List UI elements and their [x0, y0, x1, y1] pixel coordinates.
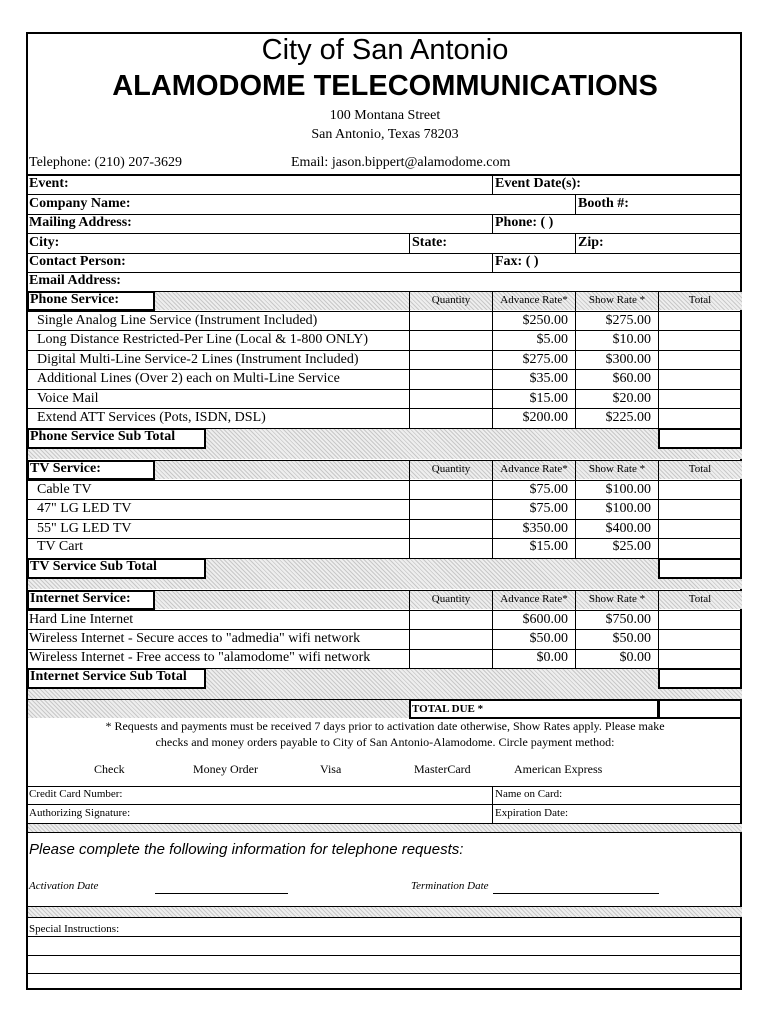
phone-item-show: $60.00	[612, 371, 651, 386]
special-instructions-line[interactable]	[28, 955, 742, 956]
phone-item-advance: $200.00	[522, 410, 568, 425]
internet-item-advance: $600.00	[522, 612, 568, 627]
state-label[interactable]: State:	[412, 235, 447, 250]
payment-note-2: checks and money orders payable to City of San Antonio-Alamodome. Circle payment method:	[155, 735, 615, 749]
termination-date-field[interactable]	[493, 893, 659, 894]
phone-item-name: Single Analog Line Service (Instrument Included)	[37, 313, 318, 328]
internet-col-total: Total	[688, 593, 712, 605]
expiration-field[interactable]: Expiration Date:	[495, 807, 569, 819]
tv-col-quantity: Quantity	[431, 463, 471, 475]
email-address-label[interactable]: Email Address:	[29, 273, 121, 288]
tv-col-show: Show Rate *	[588, 463, 646, 475]
address-line-1: 100 Montana Street	[329, 108, 441, 123]
page-title: City of San Antonio	[261, 34, 509, 66]
fax-label[interactable]: Fax: ( )	[495, 254, 539, 269]
payment-method-money-order[interactable]: Money Order	[193, 762, 258, 776]
phone-col-quantity: Quantity	[431, 294, 471, 306]
tv-item-show: $100.00	[605, 482, 651, 497]
phone-item-advance: $15.00	[529, 391, 568, 406]
tv-item-name: Cable TV	[37, 482, 92, 497]
phone-item-show: $275.00	[605, 313, 651, 328]
phone-item-advance: $275.00	[522, 352, 568, 367]
email-contact: Email: jason.bippert@alamodome.com	[291, 155, 511, 170]
internet-item-name: Wireless Internet - Free access to "alamodome" wifi network	[29, 650, 371, 665]
phone-item-show: $300.00	[605, 352, 651, 367]
telephone: Telephone: (210) 207-3629	[29, 155, 182, 170]
event-dates-label[interactable]: Event Date(s):	[495, 176, 581, 191]
tv-subtotal-field[interactable]	[658, 558, 742, 579]
booth-label[interactable]: Booth #:	[578, 196, 629, 211]
internet-col-quantity: Quantity	[431, 593, 471, 605]
phone-item-name: Additional Lines (Over 2) each on Multi-Line Service	[37, 371, 340, 386]
tv-item-show: $25.00	[612, 539, 651, 554]
tv-item-advance: $15.00	[529, 539, 568, 554]
payment-method-amex[interactable]: American Express	[514, 762, 603, 776]
internet-item-show: $750.00	[605, 612, 651, 627]
phone-item-advance: $5.00	[536, 332, 568, 347]
tv-subtotal-label: TV Service Sub Total	[30, 559, 157, 574]
internet-item-show: $50.00	[612, 631, 651, 646]
page-subtitle: ALAMODOME TELECOMMUNICATIONS	[112, 70, 658, 102]
tv-col-advance: Advance Rate*	[500, 463, 568, 475]
internet-item-show: $0.00	[619, 650, 651, 665]
tv-item-show: $400.00	[605, 521, 651, 536]
city-label[interactable]: City:	[29, 235, 60, 250]
tv-service-title: TV Service:	[30, 461, 101, 476]
tv-item-advance: $75.00	[529, 501, 568, 516]
tv-col-total: Total	[688, 463, 712, 475]
termination-date-label: Termination Date	[411, 880, 489, 892]
phone-item-show: $10.00	[612, 332, 651, 347]
special-instructions-line[interactable]	[28, 973, 742, 974]
phone-item-advance: $250.00	[522, 313, 568, 328]
address-line-2: San Antonio, Texas 78203	[311, 127, 459, 142]
phone-item-name: Extend ATT Services (Pots, ISDN, DSL)	[37, 410, 266, 425]
company-label[interactable]: Company Name:	[29, 196, 131, 211]
tv-item-name: 47" LG LED TV	[37, 501, 132, 516]
phone-item-advance: $35.00	[529, 371, 568, 386]
phone-item-name: Voice Mail	[37, 391, 99, 406]
contact-label[interactable]: Contact Person:	[29, 254, 126, 269]
internet-service-title: Internet Service:	[30, 591, 131, 606]
phone-item-name: Digital Multi-Line Service-2 Lines (Instrument Included)	[37, 352, 359, 367]
payment-note-1: * Requests and payments must be received 7 days prior to activation date otherwise, Show Rates apply. Please make	[105, 719, 665, 733]
tv-item-name: 55" LG LED TV	[37, 521, 132, 536]
internet-item-name: Hard Line Internet	[29, 612, 134, 627]
payment-method-visa[interactable]: Visa	[320, 762, 342, 776]
phone-label[interactable]: Phone: ( )	[495, 215, 554, 230]
internet-col-advance: Advance Rate*	[500, 593, 568, 605]
phone-service-title: Phone Service:	[30, 292, 120, 307]
mailing-label[interactable]: Mailing Address:	[29, 215, 132, 230]
signature-field[interactable]: Authorizing Signature:	[29, 807, 131, 819]
tv-item-advance: $350.00	[522, 521, 568, 536]
tv-item-show: $100.00	[605, 501, 651, 516]
phone-col-advance: Advance Rate*	[500, 294, 568, 306]
internet-subtotal-label: Internet Service Sub Total	[30, 669, 187, 684]
phone-item-show: $20.00	[612, 391, 651, 406]
phone-subtotal-field[interactable]	[658, 428, 742, 449]
special-instructions-label: Special Instructions:	[29, 923, 120, 935]
phone-subtotal-label: Phone Service Sub Total	[30, 429, 176, 444]
telephone-request-heading: Please complete the following information for telephone requests:	[29, 841, 464, 858]
phone-col-show: Show Rate *	[588, 294, 646, 306]
phone-col-total: Total	[688, 294, 712, 306]
zip-label[interactable]: Zip:	[578, 235, 604, 250]
activation-date-field[interactable]	[155, 893, 288, 894]
phone-item-show: $225.00	[605, 410, 651, 425]
activation-date-label: Activation Date	[29, 880, 99, 892]
internet-item-advance: $0.00	[536, 650, 568, 665]
internet-item-name: Wireless Internet - Secure acces to "admedia" wifi network	[29, 631, 361, 646]
tv-item-name: TV Cart	[37, 539, 84, 554]
internet-item-advance: $50.00	[529, 631, 568, 646]
internet-col-show: Show Rate *	[588, 593, 646, 605]
event-label[interactable]: Event:	[29, 176, 69, 191]
card-number-field[interactable]: Credit Card Number:	[29, 788, 123, 800]
phone-item-name: Long Distance Restricted-Per Line (Local & 1-800 ONLY)	[37, 332, 368, 347]
total-due-label: TOTAL DUE *	[412, 703, 484, 715]
total-due-field[interactable]	[658, 699, 742, 719]
payment-method-mastercard[interactable]: MasterCard	[414, 762, 471, 776]
internet-subtotal-field[interactable]	[658, 668, 742, 689]
name-on-card-field[interactable]: Name on Card:	[495, 788, 563, 800]
tv-item-advance: $75.00	[529, 482, 568, 497]
payment-method-check[interactable]: Check	[94, 762, 125, 776]
